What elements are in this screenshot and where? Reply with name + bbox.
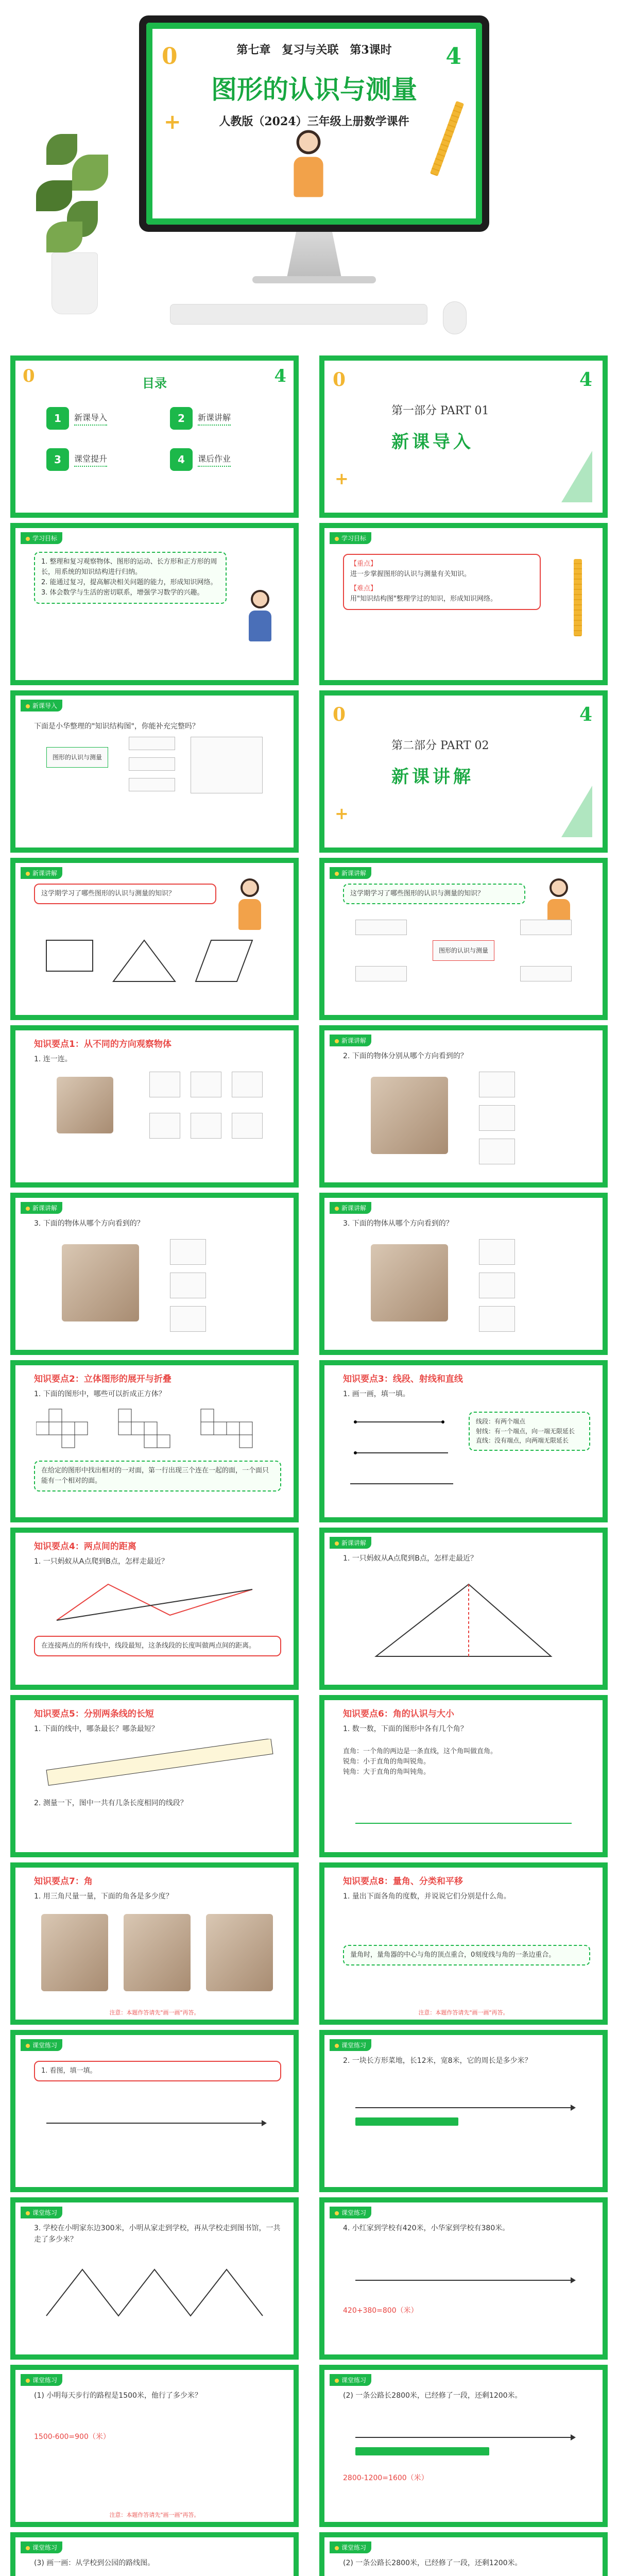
- goals-box: [34, 552, 227, 604]
- section-name: 新课讲解: [391, 767, 474, 787]
- net-branch: [520, 966, 572, 981]
- tip-box: 在给定的图形中找出相对的一对面，第一行出现三个连在一起的面，一个面只能有一个相对的面。: [34, 1461, 281, 1492]
- toc-num: 2: [170, 407, 193, 430]
- view-figure: [170, 1273, 206, 1298]
- toc-num: 4: [170, 448, 193, 471]
- hand-photo: [124, 1914, 191, 1991]
- slide-practice-8: [319, 2532, 608, 2576]
- toc-label: 新课讲解: [198, 411, 231, 426]
- object-figure: [57, 1077, 113, 1133]
- goal-item: 3. 体会数学与生活的密切联系，增强学习数学的兴趣。: [41, 589, 204, 597]
- tag-label: 课堂练习: [330, 2039, 371, 2051]
- lines-definitions: [469, 1412, 590, 1451]
- view-figure: [479, 1273, 515, 1298]
- pencil-deco: [574, 559, 582, 636]
- toc-item-1[interactable]: [46, 407, 124, 430]
- answer: 2800-1200=1600（米）: [343, 2474, 428, 2482]
- point-title: 知识要点1：从不同的方向观察物体: [34, 1039, 171, 1049]
- number-line: [355, 2437, 572, 2438]
- part-label: 第一部分 PART 01: [391, 404, 489, 417]
- slide-kp1-q2: [319, 1025, 608, 1188]
- definition: 直线：没有端点，向两端无限延长: [476, 1437, 569, 1445]
- question: (3) 画一画：从学校到公园的路线图。: [34, 2559, 155, 2567]
- question-box: 1. 看图，填一填。: [34, 2061, 281, 2081]
- keyboard: [170, 304, 427, 325]
- number-line: [46, 2123, 263, 2124]
- tip-box: 在连接两点的所有线中，线段最短，这条线段的长度叫做两点间的距离。: [34, 1636, 281, 1656]
- difficulty-label: 【难点】: [350, 585, 377, 593]
- monitor-stand: [278, 232, 350, 278]
- student-illustration: [237, 878, 263, 935]
- point-title: 知识要点7：角: [34, 1876, 93, 1887]
- toc-label: 课后作业: [198, 452, 231, 467]
- monitor-stand-base: [252, 276, 376, 283]
- slide-practice-4: [319, 2197, 608, 2360]
- footer-note: 注意：本题作答请先"画一画"再答。: [109, 2009, 200, 2016]
- hero-subtitle: 人教版（2024）三年级上册数学课件: [219, 115, 409, 128]
- plus-deco: +: [164, 110, 181, 134]
- toc-num: 1: [46, 407, 69, 430]
- slide-kp6: [319, 1695, 608, 1857]
- slide-part1: [319, 355, 608, 518]
- toc-item-3[interactable]: [46, 448, 124, 471]
- focus-text: 进一步掌握图形的认识与测量有关知识。: [350, 570, 471, 579]
- triangle-figure: [355, 1574, 572, 1667]
- tag-label: 新课讲解: [330, 1202, 371, 1214]
- net-root: [46, 747, 108, 768]
- view-figure: [479, 1239, 515, 1265]
- question: (2) 一条公路长2800米，已经修了一段，还剩1200米。: [343, 2392, 522, 2400]
- footer-note: 注意：本题作答请先"画一画"再答。: [418, 2009, 509, 2016]
- point-title: 知识要点4：两点间的距离: [34, 1541, 136, 1552]
- digit-zero-deco: 0: [162, 43, 178, 70]
- tag-label: 课堂练习: [330, 2541, 371, 2553]
- tag-label: 新课讲解: [21, 1202, 62, 1214]
- tip-box: 量角时，量角器的中心与角的顶点重合，0刻度线与角的一条边重合。: [343, 1945, 590, 1965]
- section-name: 新课导入: [391, 432, 474, 452]
- slide-kp5: [10, 1695, 299, 1857]
- slide-practice-3: [10, 2197, 299, 2360]
- net-branch: [129, 737, 175, 750]
- question: (2) 一条公路长2800米，已经修了一段，还剩1200米。: [343, 2559, 522, 2567]
- point-title: 知识要点8：量角、分类和平移: [343, 1876, 463, 1887]
- hero-chapter: 第七章 复习与关联 第3课时: [236, 43, 392, 57]
- digit-four-deco: 4: [445, 43, 461, 70]
- footer-note: 注意：本题作答请先"画一画"再答。: [109, 2512, 200, 2518]
- question: 1. 用三角尺量一量，下面的角各是多少度？: [34, 1892, 173, 1901]
- net-branch: [355, 920, 407, 935]
- cube-nets-figure: [36, 1406, 273, 1453]
- question: 3. 下面的物体从哪个方向看到的？: [343, 1219, 453, 1228]
- digit-four-deco: 4: [274, 366, 286, 386]
- point-title: 知识要点3：线段、射线和直线: [343, 1374, 463, 1384]
- intro-question: 下面是小华整理的"知识结构图"，你能补充完整吗？: [34, 722, 199, 731]
- segment-bar: [355, 2447, 489, 2455]
- tag-label: 课堂练习: [330, 2207, 371, 2218]
- object-figure: [371, 1077, 448, 1154]
- net-center: [433, 940, 494, 961]
- speech-bubble: 这学期学习了哪些图形的认识与测量的知识？: [343, 884, 525, 904]
- question: 3. 学校在小明家东边300米，小明从家走到学校，再从学校走到图书馆，一共走了多少米？: [34, 2224, 281, 2244]
- view-figure: [479, 1072, 515, 1097]
- toc-item-4[interactable]: [170, 448, 247, 471]
- view-figure: [479, 1105, 515, 1131]
- focus-box: [343, 554, 541, 610]
- lines-figure: [350, 1412, 453, 1494]
- toc-num: 3: [46, 448, 69, 471]
- view-figure: [149, 1072, 180, 1097]
- definition: 线段：有两个端点: [476, 1418, 526, 1425]
- difficulty-text: 用"知识结构图"整理学过的知识，形成知识网络。: [350, 595, 497, 603]
- goal-item: 2. 能通过复习，提高解决相关问题的能力，形成知识网络。: [41, 579, 217, 587]
- question: 1. 一只蚂蚁从A点爬到B点，怎样走最近？: [343, 1554, 477, 1563]
- question: 2. 测量一下，图中一共有几条长度相同的线段？: [34, 1799, 187, 1807]
- toc-label: 新课导入: [74, 411, 107, 426]
- speech-bubble: 这学期学习了哪些图形的认识与测量的知识？: [34, 884, 216, 904]
- slide-practice-6: [319, 2365, 608, 2527]
- digit-four-deco: 4: [579, 369, 592, 391]
- tag-label: 新课导入: [21, 700, 62, 711]
- ruler-figure: [41, 1739, 278, 1790]
- slide-kp1-q3: [10, 1193, 299, 1355]
- slide-kp2: [10, 1360, 299, 1522]
- slide-goals: [10, 523, 299, 685]
- hero-title: 图形的认识与测量: [211, 74, 417, 105]
- net-branch: [520, 920, 572, 935]
- point-title: 知识要点5：分别两条线的长短: [34, 1709, 154, 1719]
- point-title: 知识要点6：角的认识与大小: [343, 1709, 454, 1719]
- slide-intro-question: [10, 690, 299, 853]
- view-figure: [170, 1239, 206, 1265]
- number-line: [355, 2107, 572, 2108]
- object-figure: [371, 1244, 448, 1321]
- goal-item: 1. 整理和复习观察物体、图形的运动、长方形和正方形的周长，用系统的知识结构进行归纳。: [41, 558, 217, 577]
- slide-lesson-bubble: [10, 858, 299, 1020]
- net-center-label: 图形的认识与测量: [438, 947, 488, 954]
- definition: 射线：有一个端点，向一端无限延长: [476, 1427, 575, 1435]
- triangle-ruler-deco: [561, 451, 592, 502]
- mouse: [443, 301, 467, 334]
- answer: 420+380=800（米）: [343, 2307, 418, 2315]
- slide-kp1: [10, 1025, 299, 1188]
- tag-label: 学习目标: [21, 532, 62, 544]
- view-figure: [170, 1306, 206, 1332]
- question: 1. 连一连。: [34, 1055, 72, 1063]
- view-figure: [191, 1072, 221, 1097]
- slide-practice-2: [319, 2030, 608, 2192]
- net-root-label: 图形的认识与测量: [52, 754, 102, 761]
- tag-label: 课堂练习: [21, 2541, 62, 2553]
- definition: 锐角：小于直角的角叫锐角。: [343, 1758, 431, 1766]
- toc-item-2[interactable]: [170, 407, 247, 430]
- hand-photo: [206, 1914, 273, 1991]
- number-line: [355, 2280, 572, 2281]
- view-figure: [479, 1139, 515, 1164]
- point-title: 知识要点2：立体图形的展开与折叠: [34, 1374, 171, 1384]
- question: 4. 小红家到学校有420米，小华家到学校有380米。: [343, 2224, 510, 2232]
- slide-practice-1: [10, 2030, 299, 2192]
- view-figure: [191, 1113, 221, 1139]
- focus-label: 【重点】: [350, 560, 377, 568]
- object-figure: [62, 1244, 139, 1321]
- answer: 1500-600=900（米）: [34, 2433, 110, 2441]
- slide-kp4: [10, 1528, 299, 1690]
- plus-deco: +: [335, 804, 349, 823]
- monitor: [139, 15, 489, 232]
- hand-photo: [41, 1914, 108, 1991]
- digit-zero-deco: 0: [23, 366, 35, 386]
- view-figure: [232, 1072, 263, 1097]
- plant-decoration: [31, 124, 118, 319]
- question: 1. 一只蚂蚁从A点爬到B点，怎样走最近？: [34, 1557, 168, 1566]
- segment-bar: [355, 2117, 458, 2126]
- tag-label: 新课讲解: [330, 867, 371, 879]
- hero-section: [0, 0, 618, 350]
- view-figure: [149, 1113, 180, 1139]
- slide-kp7: [10, 1862, 299, 2025]
- angle-definitions: [343, 1747, 590, 1777]
- tag-label: 新课讲解: [21, 867, 62, 879]
- question: 1. 下面的图形中，哪些可以折成正方体？: [34, 1390, 166, 1398]
- tag-label: 课堂练习: [21, 2207, 62, 2218]
- net-detail: [191, 737, 263, 793]
- slide-practice-5: [10, 2365, 299, 2527]
- question: (1) 小明每天步行的路程是1500米，他行了多少米？: [34, 2392, 202, 2400]
- slide-kp3: [319, 1360, 608, 1522]
- view-figure: [232, 1113, 263, 1139]
- teacher-illustration: [247, 590, 273, 647]
- net-branch: [355, 966, 407, 981]
- zigzag-figure: [41, 2259, 278, 2326]
- question: 1. 数一数，下面的图形中各有几个角？: [343, 1725, 468, 1733]
- slide-kp8: [319, 1862, 608, 2025]
- net-branch: [129, 757, 175, 771]
- distance-figure: [46, 1574, 263, 1631]
- definition: 钝角：大于直角的角叫钝角。: [343, 1768, 431, 1776]
- digit-zero-deco: 0: [333, 369, 346, 391]
- slide-focus: [319, 523, 608, 685]
- question: 2. 一块长方形菜地，长12米，宽8米，它的周长是多少米？: [343, 2057, 532, 2065]
- question: 1. 画一画，填一填。: [343, 1390, 410, 1398]
- tag-label: 课堂练习: [330, 2374, 371, 2386]
- digit-zero-deco: 0: [333, 704, 346, 725]
- slide-kp4-2: [319, 1528, 608, 1690]
- slide-toc: [10, 355, 299, 518]
- shapes-figure: [41, 930, 258, 1002]
- definition: 直角：一个角的两边是一条直线，这个角叫做直角。: [343, 1748, 497, 1755]
- answer-line: [355, 1803, 572, 1824]
- part-label: 第二部分 PART 02: [391, 739, 489, 752]
- plus-deco: +: [335, 469, 349, 488]
- question: 3. 下面的物体从哪个方向看到的？: [34, 1219, 144, 1228]
- slide-part2: [319, 690, 608, 853]
- tag-label: 学习目标: [330, 532, 371, 544]
- toc-title: 目录: [142, 376, 167, 391]
- question: 1. 下面的线中，哪条最长？哪条最短？: [34, 1725, 159, 1733]
- question: 1. 量出下面各角的度数，并说说它们分别是什么角。: [343, 1892, 511, 1901]
- tag-label: 新课讲解: [330, 1035, 371, 1046]
- monitor-screen: [146, 23, 482, 225]
- question: 2. 下面的物体分别从哪个方向看到的？: [343, 1052, 468, 1060]
- net-branch: [129, 778, 175, 791]
- tag-label: 课堂练习: [21, 2039, 62, 2051]
- view-figure: [479, 1306, 515, 1332]
- toc-label: 课堂提升: [74, 452, 107, 467]
- tag-label: 课堂练习: [21, 2374, 62, 2386]
- slide-practice-7: [10, 2532, 299, 2576]
- slide-kp1-q4: [319, 1193, 608, 1355]
- digit-four-deco: 4: [579, 704, 592, 725]
- slide-lesson-net: [319, 858, 608, 1020]
- tag-label: 新课讲解: [330, 1537, 371, 1549]
- student-illustration: [292, 130, 325, 204]
- triangle-ruler-deco: [561, 786, 592, 837]
